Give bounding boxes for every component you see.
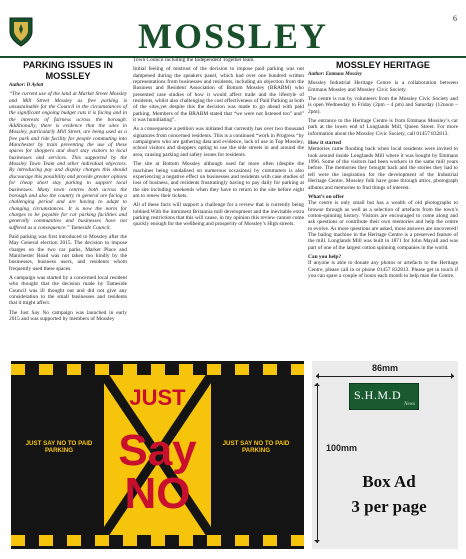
subheading: How it started (308, 140, 341, 147)
advert-slogan-left: JUST SAY NO TO PAID PARKING (25, 440, 93, 454)
shmd-news-logo (349, 383, 419, 410)
parking-article-author: Author: D Aylott (9, 83, 44, 88)
page-masthead: MOSSLEY (137, 16, 329, 56)
parking-quote-paragraph: “The current use of the land at Market Street Mossley and Mill Street Mossley as free parking is unsustainable for the Council in the circumstances of the significant ongoing budget cuts it is facing and in the interests of fairness across the borough. Additionally, there is evidence that the sites in Mossley, particularly Mill Street, are being used as a free park and ride facility for people commuting into Manchester by train preventing the use of these spaces for shoppers and short stay visitors to local businesses and services. This supported by the Mossley Town Team and other individual objectors. By introducing pay and display charges this should discourage this possibility and provide greater options for cheap short stay parking to support local businesses. Many town centres both across the borough and also the country in general are facing a challenging period and are having to adapt to changing circumstances. It is now the norm for charges to be payable for car parking facilities and generally communities and businesses have not suffered as a consequence.” Tameside Council. (9, 91, 127, 231)
advert-slogan-right: JUST SAY NO TO PAID PARKING (222, 440, 290, 454)
article-paragraph: Paid parking was first introduced to Mossley after the May General election 2015. The decision to impose charges on the two car parks, Market Place and Manchester Road was not taken too kindly by the businesses, business users, and residents whom frequently used these spaces. (9, 233, 127, 272)
hazard-stripe (11, 364, 304, 375)
height-arrow-icon (317, 383, 318, 543)
ad-height-label: 100mm (326, 443, 358, 453)
heritage-article-author: Author: Emmaus Mossley (308, 72, 362, 77)
article-paragraph: All of these facts will support a challenge for a review that is currently being lobbied.With the imminent Britannia mill development and the inevitable extra parking restrictions that this will cause, in my opinion this review cannot come quickly enough for the wellbeing and prosperity of Mossley’s High streets. (133, 202, 304, 228)
article-paragraph: The site at Bottom Mossley although used far more often (despite the machines being vandalised on numerous occasions) by commuters is also experiencing a negative effect on businesses and residents with case studies of loss of business, and residents frustratingly having to pay daily for parking at the site including weekends when they have to return to the site before eight am to renew their tickets. (133, 161, 304, 199)
subheading: What’s on offer (308, 193, 345, 200)
logo-text: S.H.M.D (354, 388, 402, 402)
parking-article-title: PARKING ISSUES IN MOSSLEY (23, 60, 113, 81)
article-paragraph: The entrance to the Heritage Centre is from Emmaus Mossley’s car park at the lower end of Longlands Mill, Queen Street. For more information about the Mossley Civic Society, call 01457 832813. (308, 118, 458, 137)
width-arrow-icon (316, 376, 454, 377)
advert-just-text: JUST (129, 385, 186, 410)
article-paragraph: The Just Say No campaign was launched in early 2015 and was supported by members of Mossley (9, 309, 127, 323)
article-paragraph: The centre is run by volunteers from the Mossley Civic Society and is open Wednesday to Friday (2pm – 4 pm) and Saturday (12noon – 2pm). (308, 96, 458, 115)
article-paragraph: Mossley Industrial Heritage Centre is a collaboration between Emmaus Mossley and Mossley Civic Society. (308, 80, 458, 93)
just-say-no-advert (11, 361, 304, 549)
subheading: Can you help? (308, 253, 342, 260)
box-ad-placeholder (312, 361, 458, 549)
heritage-article-column (308, 60, 458, 282)
ad-width-label: 86mm (371, 363, 398, 373)
article-subsection: How it started Memories came flooding back when local residents were invited to look around inside Longlands Mill where it was bought by Emmaus 1996. Some of the visitors had been workers in the same mill years before. The memories they brought back and the stories they had to tell were the inspiration for the development of the Industrial Heritage Centre. Mossley folk have gone through attics, photograph albums and memories to find things of interest. (308, 140, 458, 191)
article-subsection: Can you help? If anyone is able to donate any photos or artefacts to the Heritage Centre, please call in or phone 01457 832813. Please get in touch if you can spare a couple of hours each month to help man the Centre. (308, 253, 458, 279)
advert-say-text: Say (118, 426, 197, 475)
article-paragraph: A campaign was started by a concerned local resident who thought that the decision made by Tameside Council was ill thought out and did not give any consideration to the small businesses and residents that it might affect. (9, 274, 127, 307)
parking-article-column-1 (9, 60, 127, 325)
page-number: 6 (453, 14, 457, 23)
advert-no-text: NO (124, 469, 191, 518)
article-subsection: What’s on offer The centre is only small but has a wealth of old photographs to browse through as well as a selection of artefacts from the town’s cotton-spinning history. Visitors are encouraged to come along and ask questions or contribute their own memories and help the centre to evolve. As more questions are asked, more answers are uncovered! The baling machine in the Heritage Centre is a preserved feature of the mill. Longlands Mill was built in 1871 for John Mayall and was part of one of the largest cotton spinning companies in the world. (308, 193, 458, 251)
logo-news-text: News (404, 402, 415, 407)
article-paragraph: Initial feeling of mistrust of the decision to impose paid parking was not dampened during the speakers panel, which had over one hundred written representations from businesses and residents, including an objection from the Business and Resident Association of Bottom Mossley (BRABM) who presented case studies of how it would affect trade and the lifestyle of residents, whilst also challenging the cost effectiveness of Paid Parking at both of the sites,yet despite this the decision was made to go ahead with paid parking. Members of the BRABM stated that “we were not listened too” and” it was humiliating”. (133, 66, 304, 124)
parking-article-column-2 (133, 57, 304, 231)
box-ad-text: Box Ad 3 per page (351, 472, 427, 516)
heritage-article-title: MOSSLEY HERITAGE (335, 60, 431, 70)
article-paragraph: Town Council including the Independent Together team. (133, 57, 255, 63)
hazard-stripe (11, 535, 304, 546)
article-paragraph: As a consequence a petition was initiated that currently has over two thousand signatures from concerned residents. This is a continued “work in Progress “by campaigners who are gathering data and evidence, lack of use in Top Mossley, school visitors and shoppers opting to use the side streets in and around the area, causing parking and safety issues for residents. (133, 126, 304, 158)
